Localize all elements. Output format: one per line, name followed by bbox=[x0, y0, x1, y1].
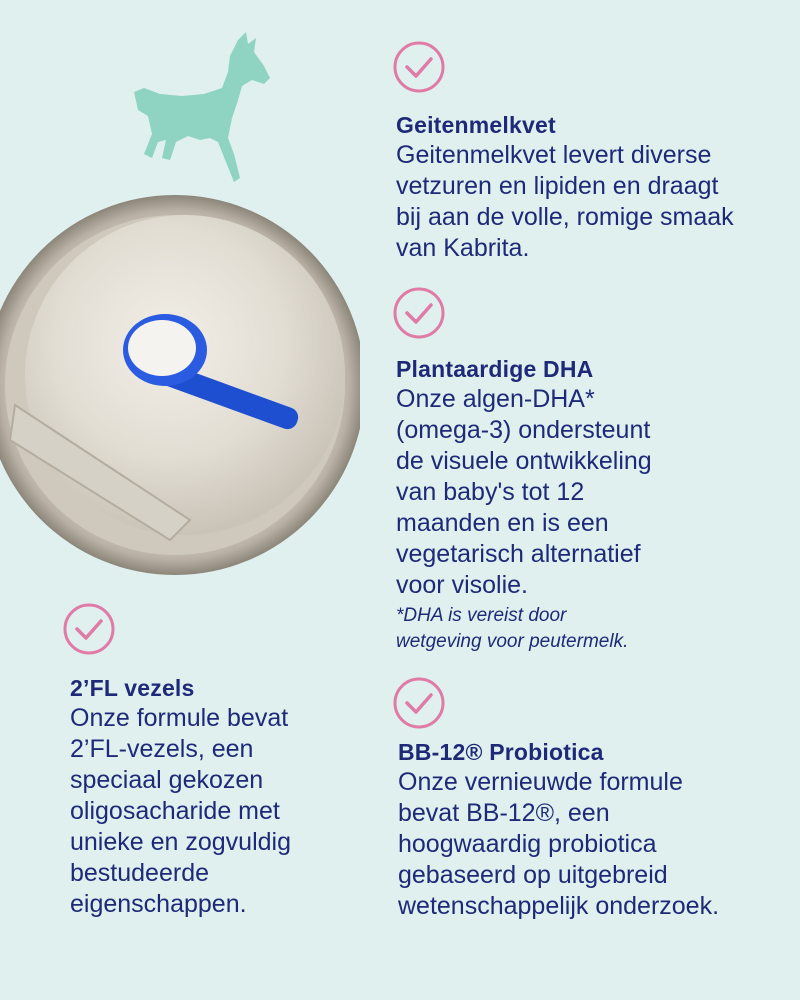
feature-geitenmelkvet bbox=[396, 110, 734, 264]
feature-plantaardige-dha bbox=[396, 354, 652, 655]
footnote-line: wetgeving voor peutermelk. bbox=[396, 631, 629, 652]
description-line: Onze algen-DHA* bbox=[396, 385, 595, 413]
description-line: vetzuren en lipiden en draagt bbox=[396, 172, 719, 200]
feature-bb12-probiotica bbox=[398, 737, 719, 922]
feature-title: 2’FL vezels bbox=[70, 675, 195, 701]
check-circle-icon bbox=[62, 602, 116, 656]
description-line: (omega-3) ondersteunt bbox=[396, 416, 651, 444]
check-circle-icon bbox=[392, 286, 446, 340]
formula-tin-image bbox=[0, 190, 360, 590]
description-line: Onze vernieuwde formule bbox=[398, 768, 683, 796]
description-line: eigenschappen. bbox=[70, 890, 247, 918]
description-line: gebaseerd op uitgebreid bbox=[398, 861, 668, 889]
check-circle-icon bbox=[392, 676, 446, 730]
description-line: hoogwaardig probiotica bbox=[398, 830, 657, 858]
footnote bbox=[396, 603, 652, 655]
description-line: oligosacharide met bbox=[70, 797, 280, 825]
description-line: unieke en zogvuldig bbox=[70, 828, 291, 856]
description-line: de visuele ontwikkeling bbox=[396, 447, 652, 475]
description-line: Onze formule bevat bbox=[70, 704, 289, 732]
feature-title: BB-12® Probiotica bbox=[398, 739, 604, 765]
description-line: bestudeerde bbox=[70, 859, 210, 887]
description-line: wetenschappelijk onderzoek. bbox=[398, 892, 720, 920]
feature-2fl-vezels bbox=[70, 673, 291, 920]
description-line: vegetarisch alternatief bbox=[396, 540, 641, 568]
description-line: speciaal gekozen bbox=[70, 766, 264, 794]
description-line: bij aan de volle, romige smaak bbox=[396, 203, 734, 231]
goat-icon bbox=[130, 30, 280, 190]
description-line: voor visolie. bbox=[396, 571, 528, 599]
description-line: 2’FL-vezels, een bbox=[70, 735, 254, 763]
footnote-line: *DHA is vereist door bbox=[396, 605, 567, 626]
feature-title: Geitenmelkvet bbox=[396, 112, 556, 138]
feature-description bbox=[396, 140, 734, 264]
feature-description bbox=[70, 703, 291, 920]
description-line: bevat BB-12®, een bbox=[398, 799, 610, 827]
feature-description bbox=[398, 767, 719, 922]
description-line: Geitenmelkvet levert diverse bbox=[396, 141, 712, 169]
description-line: maanden en is een bbox=[396, 509, 609, 537]
description-line: van baby's tot 12 bbox=[396, 478, 585, 506]
description-line: van Kabrita. bbox=[396, 234, 530, 262]
check-circle-icon bbox=[392, 40, 446, 94]
feature-title: Plantaardige DHA bbox=[396, 356, 594, 382]
feature-description bbox=[396, 384, 652, 601]
